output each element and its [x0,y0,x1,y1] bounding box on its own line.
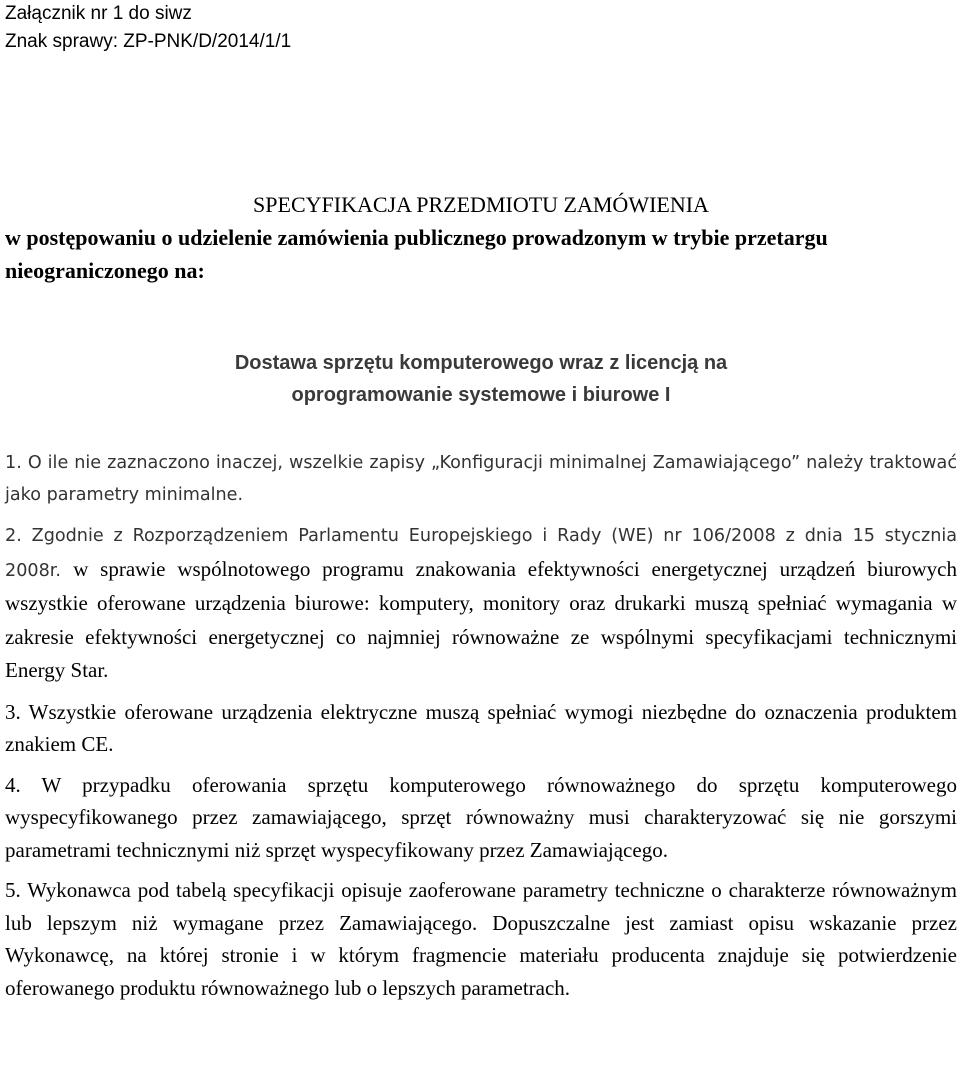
list-item [5,874,957,1004]
item-text: Wykonawca pod tabelą specyfikacji opisuje zaoferowane parametry techniczne o charakterze równoważnym lub lepszym niż wymagane przez Zamawiającego. Dopuszczalne jest zamiast opisu wskazanie przez Wykonawcę, na której stronie i w którym fragmencie materiału producenta znajduje się potwierdzenie oferowanego produktu równoważnego lub o lepszych parametrach. [5,878,957,1000]
attachment-label: Załącznik nr 1 do siwz [5,3,192,24]
item-number: 2. [5,526,22,546]
item-text: Wszystkie oferowane urządzenia elektryczne muszą spełniać wymogi niezbędne do oznaczenia produktem znakiem CE. [5,699,958,756]
title-block [5,188,957,287]
case-reference: Znak sprawy: ZP-PNK/D/2014/1/1 [5,31,292,52]
item-text-regulation: Zgodnie z Rozporządzeniem Parlamentu Europejskiego i Rady (WE) nr 106/2008 z dnia 15 stycznia 2008r. [5,526,958,581]
document-header [5,0,957,56]
item-text: W przypadku oferowania sprzętu komputerowego równoważnego do sprzętu komputerowego wyspecyfikowanego przez zamawiającego, sprzęt równoważny musi charakteryzować się nie gorszymi parametrami technicznymi niż sprzęt wyspecyfikowany przez Zamawiającego. [5,772,957,862]
list-item [5,769,957,867]
item-number: 3. [5,699,21,724]
list-item [5,448,957,511]
document-title: SPECYFIKACJA PRZEDMIOTU ZAMÓWIENIA [253,192,709,217]
item-text: O ile nie zaznaczono inaczej, wszelkie zapisy „Konfiguracji minimalnej Zamawiającego” należy traktować jako parametry minimalne. [5,453,958,505]
item-number: 4. [5,772,21,797]
item-text: w sprawie wspólnotowego programu znakowania efektywności energetycznej urządzeń biurowych wszystkie oferowane urządzenia biurowe: komputery, monitory oraz drukarki muszą spełniać wymagania w zakresie efektywności energetycznej co najmniej równoważne ze wspólnymi specyfikacjami technicznymi Energy Star. [5,556,958,682]
requirements-list [5,448,957,1004]
item-number: 5. [5,878,21,902]
subject-line-2: oprogramowanie systemowe i biurowe I [291,384,671,406]
document-subtitle: w postępowaniu o udzielenie zamówienia publicznego prowadzonym w trybie przetargu nieograniczonego na: [5,225,828,283]
list-item [5,696,957,761]
procurement-subject [5,347,957,411]
item-number: 1. [5,453,22,473]
list-item [5,519,957,688]
subject-line-1: Dostawa sprzętu komputerowego wraz z licencją na [234,352,728,374]
